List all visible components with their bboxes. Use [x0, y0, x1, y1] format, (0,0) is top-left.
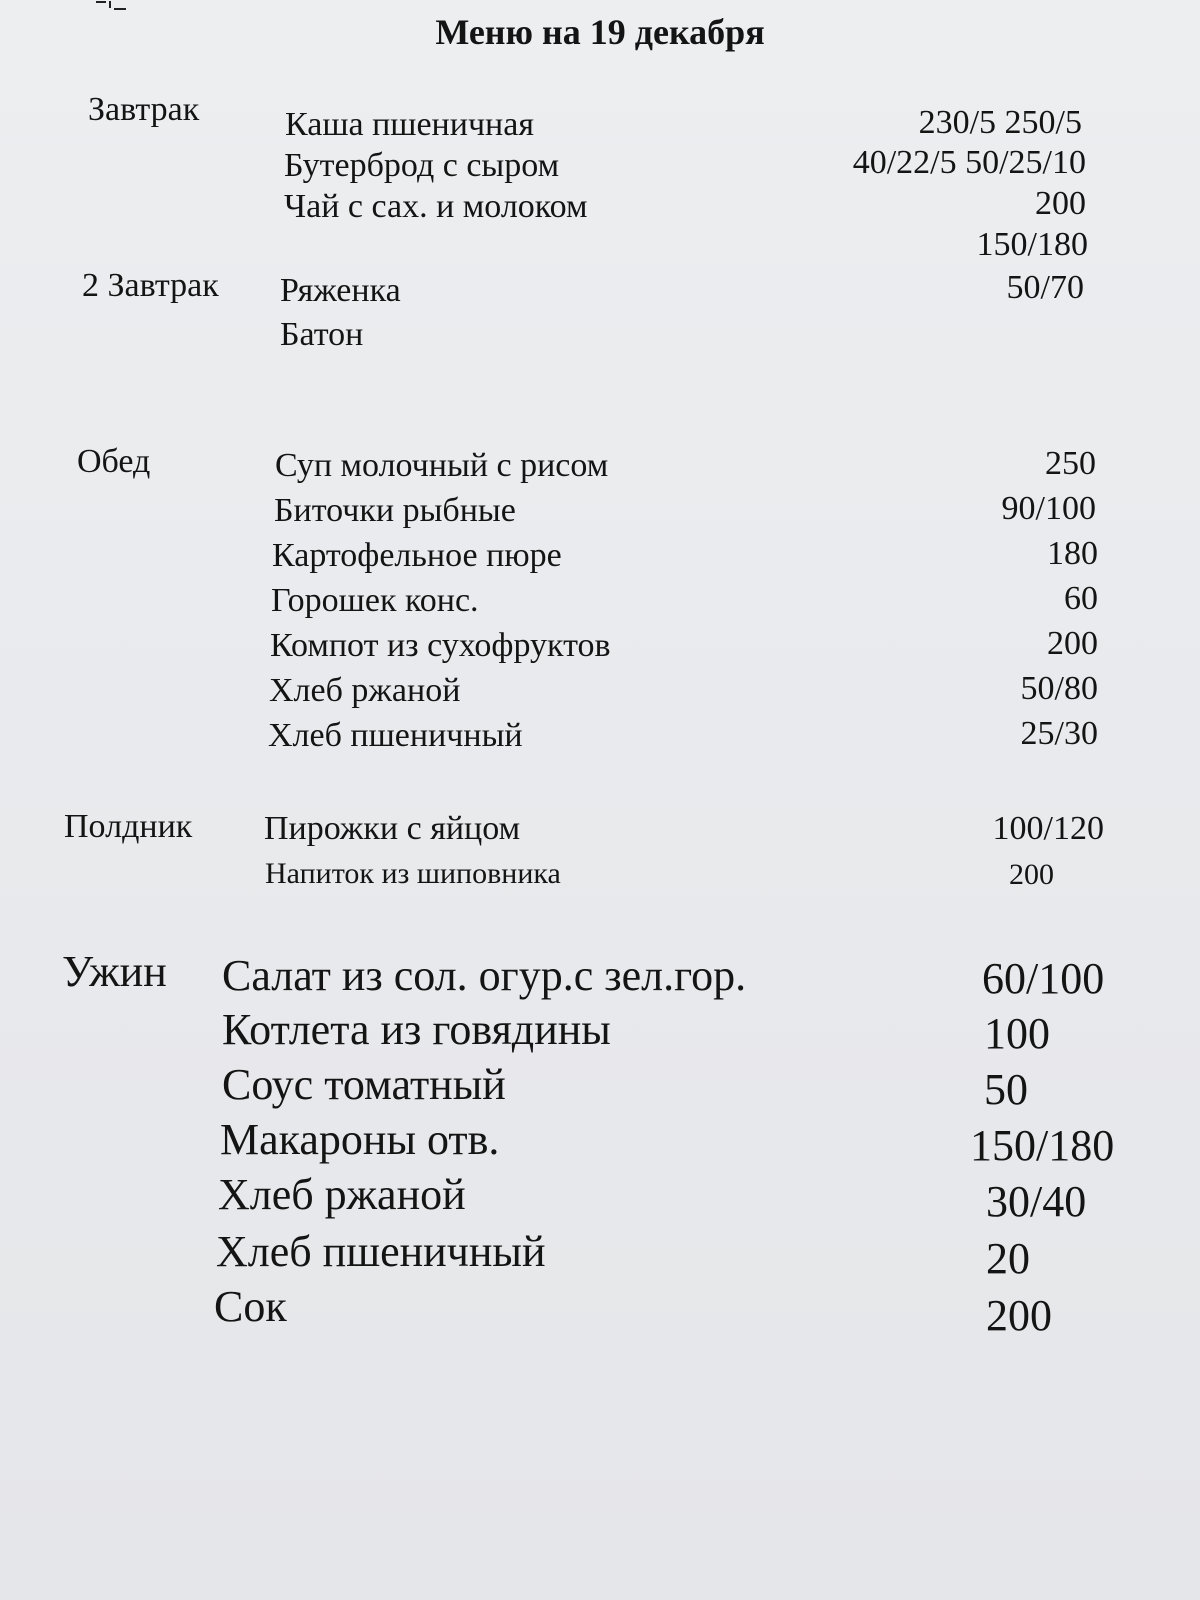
- dish-name: Хлеб ржаной: [218, 1170, 466, 1219]
- meal-label-snack: Полдник: [64, 808, 193, 845]
- dish-qty: 60/100: [982, 954, 1105, 1003]
- dish-qty: 250: [1045, 445, 1096, 482]
- dish-qty: 40/22/5 50/25/10: [852, 144, 1086, 181]
- dish-qty: 100: [984, 1009, 1050, 1058]
- dish-qty: 25/30: [1020, 715, 1098, 752]
- dish-qty-extra: 150/180: [976, 226, 1088, 263]
- dish-qty: 200: [1009, 858, 1054, 891]
- dish-name: Соус томатный: [222, 1060, 506, 1109]
- dish-name: Котлета из говядины: [222, 1005, 611, 1054]
- dish-name: Бутерброд с сыром: [284, 147, 560, 184]
- dish-name: Батон: [280, 316, 364, 353]
- dish-name: Компот из сухофруктов: [270, 627, 611, 664]
- dish-qty: 180: [1047, 535, 1098, 572]
- dish-name: Чай с сах. и молоком: [284, 188, 588, 225]
- dish-name: Хлеб ржаной: [269, 672, 461, 709]
- meal-label-dinner: Ужин: [62, 947, 167, 996]
- meal-label-second-breakfast: 2 Завтрак: [82, 267, 219, 304]
- dish-qty: 230/5 250/5: [918, 104, 1082, 141]
- dish-name: Суп молочный с рисом: [275, 447, 609, 484]
- page-title: Меню на 19 декабря: [435, 12, 765, 52]
- dish-qty: 90/100: [1001, 490, 1096, 527]
- dish-qty: 200: [1047, 625, 1098, 662]
- dish-name: Хлеб пшеничный: [216, 1227, 546, 1276]
- dish-qty: 20: [986, 1234, 1030, 1283]
- dish-name: Ряженка: [280, 272, 401, 309]
- dish-qty: 200: [986, 1291, 1052, 1340]
- dish-name: Хлеб пшеничный: [268, 717, 523, 754]
- dish-qty: 200: [1035, 185, 1086, 222]
- dish-qty: 50/70: [1006, 269, 1084, 306]
- dish-name: Макароны отв.: [220, 1115, 500, 1164]
- dish-qty: 50/80: [1020, 670, 1098, 707]
- meal-label-lunch: Обед: [77, 443, 151, 480]
- dish-name: Горошек конс.: [271, 582, 479, 619]
- dish-qty: 60: [1064, 580, 1098, 617]
- dish-qty: 100/120: [992, 810, 1104, 847]
- dish-name: Картофельное пюре: [272, 537, 562, 574]
- corner-scribble: [96, 0, 128, 12]
- dish-qty: 150/180: [970, 1121, 1115, 1170]
- dish-qty: 50: [984, 1065, 1028, 1114]
- dish-name: Напиток из шиповника: [265, 857, 561, 890]
- dish-name: Биточки рыбные: [274, 492, 516, 529]
- dish-name: Салат из сол. огур.с зел.гор.: [222, 951, 747, 1000]
- meal-label-breakfast: Завтрак: [88, 91, 200, 128]
- dish-qty: 30/40: [986, 1177, 1087, 1226]
- dish-name: Пирожки с яйцом: [264, 810, 521, 847]
- dish-name: Каша пшеничная: [285, 106, 534, 143]
- dish-name: Сок: [214, 1282, 287, 1331]
